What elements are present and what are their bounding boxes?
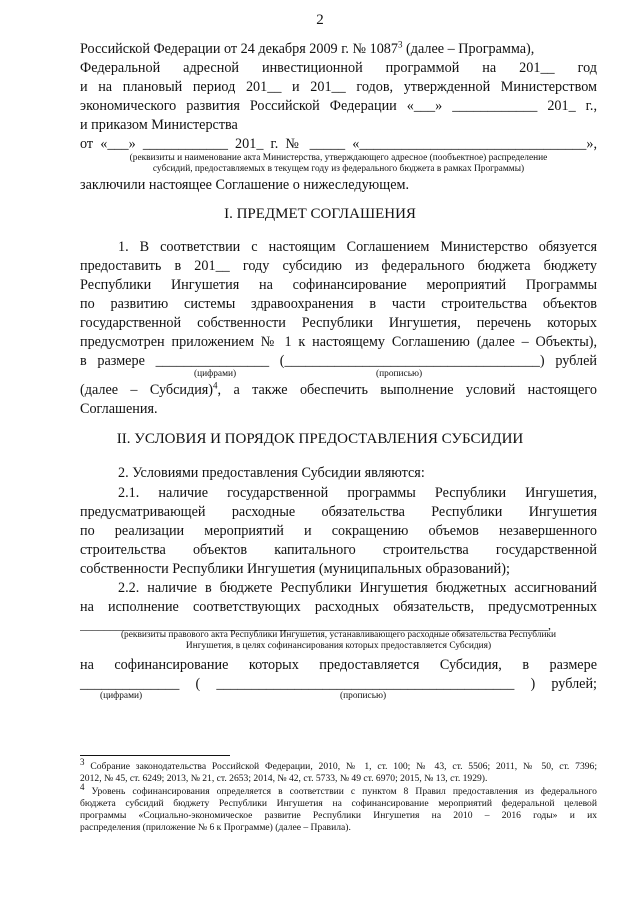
s2-item-22-line-1: 2.2. наличие в бюджете Республики Ингушетия бюджетных ассигнований bbox=[118, 580, 597, 596]
s2-item-22-note-2: Ингушетия, в целях софинансирования которых предоставляется Субсидия) bbox=[185, 641, 492, 651]
section-2-heading: II. УСЛОВИЯ И ПОРЯДОК ПРЕДОСТАВЛЕНИЯ СУБСИДИИ bbox=[116, 431, 524, 447]
s2-item-21-line-2: предусматривающей расходные обязательства Республики Ингушетия bbox=[80, 504, 597, 520]
s1-line-2: предоставить в 201__ году субсидию из федерального бюджета бюджету bbox=[80, 258, 597, 274]
s1-line-6: предусмотрен приложением № 1 к настоящему Соглашению (далее – Объекты), bbox=[80, 334, 597, 350]
s2-item-21-line-1: 2.1. наличие государственной программы Республики Ингушетия, bbox=[118, 485, 597, 501]
intro-note-2: субсидий, предоставляемых в текущем году из федерального бюджета в рамках Программы) bbox=[152, 164, 525, 174]
intro-line-3: и на плановый период 201__ и 201__ годов, утвержденной Министерством bbox=[80, 79, 597, 95]
footnote-4-line-4: распределения (приложение № 6 к Программе) (далее – Правила). bbox=[80, 822, 351, 833]
s2-item-21-line-5: собственности Республики Ингушетия (муниципальных образований); bbox=[80, 561, 510, 577]
intro-line-2: Федеральной адресной инвестиционной программой на 201__ год bbox=[80, 60, 597, 76]
s2-note-digits: (цифрами) bbox=[100, 691, 143, 701]
s1-line-4: по развитию системы здравоохранения в части строительства объектов bbox=[80, 296, 597, 312]
s2-item-21-line-4: строительства объектов капитального строительства государственной bbox=[80, 542, 597, 558]
s1-line-3: Республики Ингушетия на софинансирование мероприятий Программы bbox=[80, 277, 597, 293]
s1-line-7: в размере ________________ (____________________________________) рублей bbox=[80, 353, 597, 369]
intro-line-5: и приказом Министерства bbox=[80, 117, 238, 133]
footnote-4-line-2: бюджета субсидий бюджету Республики Ингушетия на софинансирование мероприятий федеральной целевой bbox=[80, 798, 597, 809]
s2-item-22-line-4: ______________ ( __________________________________________ ) рублей; bbox=[80, 676, 597, 692]
s1-note-words: (прописью) bbox=[376, 369, 423, 379]
s2-item-22-blank: ______________________________________________________________________________, bbox=[80, 618, 551, 632]
s2-item-22-line-2: на исполнение соответствующих расходных обязательств, предусмотренных bbox=[80, 599, 597, 615]
footnote-3-line-2: 2012, № 45, ст. 6249; 2013, № 21, ст. 2653; 2014, № 42, ст. 5733, № 49 ст. 6970; 2015, № 13, ст. 1929). bbox=[80, 773, 488, 784]
intro-line-4: экономического развития Российской Федерации «___» ____________ 201_ г., bbox=[80, 98, 597, 114]
footnote-ref-4: 4 bbox=[213, 380, 218, 391]
s2-item-21-line-3: по реализации мероприятий и сокращению объемов незавершенного bbox=[80, 523, 597, 539]
s2-note-words: (прописью) bbox=[340, 691, 387, 701]
s1-note-digits: (цифрами) bbox=[194, 369, 237, 379]
section-1-heading: I. ПРЕДМЕТ СОГЛАШЕНИЯ bbox=[224, 206, 416, 222]
s1-line-5: государственной собственности Республики Ингушетия, перечень которых bbox=[80, 315, 597, 331]
intro-note-1: (реквизиты и наименование акта Министерства, утверждающего адресное (пообъектное) распределение bbox=[129, 153, 548, 163]
footnote-separator bbox=[80, 755, 230, 756]
page-number: 2 bbox=[316, 12, 324, 28]
footnote-ref-3: 3 bbox=[397, 39, 403, 50]
footnote-4-line-1: $^4$ Уровень софинансирования определяется в соответствии с пунктом 8 Правил предоставления из федерального bbox=[80, 781, 597, 797]
footnote-4-line-3: программы «Социально-экономическое развитие Республики Ингушетия на 2010 – 2016 годы» и их bbox=[80, 810, 597, 821]
s2-item-2: 2. Условиями предоставления Субсидии являются: bbox=[118, 465, 425, 481]
s1-line-1: 1. В соответствии с настоящим Соглашением Министерство обязуется bbox=[118, 239, 597, 255]
s2-item-22-line-3: на софинансирование которых предоставляется Субсидия, в размере bbox=[80, 657, 597, 673]
footnote-3-line-1: $^3$ Собрание законодательства Российской Федерации, 2010, № 1, ст. 100; № 43, ст. 5506; 2011, № 50, ст. 7396; bbox=[80, 756, 597, 772]
s1-line-9: Соглашения. bbox=[80, 401, 158, 417]
intro-line-6: от «___» ____________ 201_ г. № _____ «________________________________», bbox=[80, 136, 597, 152]
s1-line-8: (далее – Субсидия)$^4$, а также обеспечить выполнение условий настоящего bbox=[80, 380, 597, 398]
intro-line-1: Российской Федерации от 24 декабря 2009 г. № 1087$^3$ (далее – Программа), bbox=[80, 39, 535, 57]
intro-line-7: заключили настоящее Соглашение о нижеследующем. bbox=[80, 177, 410, 193]
s2-item-22-note-1: (реквизиты правового акта Республики Ингушетия, устанавливающего расходные обязательства Республики bbox=[120, 630, 557, 640]
